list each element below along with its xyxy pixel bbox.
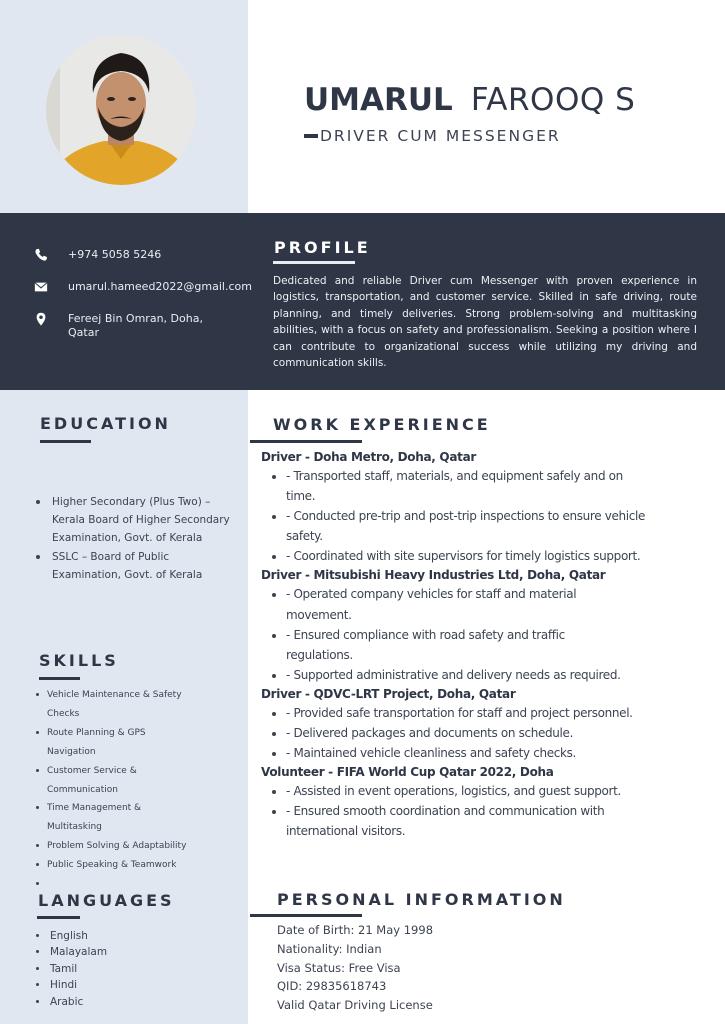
- avatar: [46, 35, 196, 185]
- education-list: [36, 493, 231, 584]
- job-duty: - Transported staff, materials, and equipment safely and on time.: [286, 466, 651, 506]
- languages-list: [36, 928, 226, 1010]
- contact-email: [34, 280, 252, 294]
- job-duties: [261, 703, 711, 763]
- email-address[interactable]: umarul.hameed2022@gmail.com: [68, 280, 252, 293]
- languages-underline: [37, 916, 80, 919]
- education-item: Higher Secondary (Plus Two) – Kerala Board of Higher Secondary Examination, Govt. of Kerala: [36, 493, 231, 548]
- candidate-name: [304, 80, 635, 118]
- skills-heading: SKILLS: [39, 651, 119, 670]
- visa-status: Visa Status: Free Visa: [277, 960, 401, 975]
- profile-heading: PROFILE: [274, 238, 371, 257]
- job-duties: [261, 584, 631, 684]
- phone-number[interactable]: +974 5058 5246: [68, 248, 162, 261]
- address: Fereej Bin Omran, Doha, Qatar: [68, 312, 203, 339]
- job-title: DRIVER CUM MESSENGER: [320, 127, 561, 145]
- language-item: Malayalam: [36, 944, 226, 960]
- languages-heading: LANGUAGES: [38, 891, 175, 910]
- job-duties: [261, 466, 651, 566]
- job-title: Driver - Doha Metro, Doha, Qatar: [261, 450, 476, 464]
- contact-info: [34, 248, 252, 358]
- last-name: FAROOQ S: [470, 82, 636, 118]
- work-experience-heading: WORK EXPERIENCE: [273, 415, 491, 434]
- contact-address: [34, 312, 249, 340]
- job-title: Volunteer - FIFA World Cup Qatar 2022, Doha: [261, 765, 554, 780]
- work-experience: [261, 448, 711, 842]
- job-title: Driver - Mitsubishi Heavy Industries Ltd, Doha, Qatar: [261, 568, 606, 583]
- job-duty: - Maintained vehicle cleanliness and safety checks.: [286, 743, 711, 763]
- job-duty: - Assisted in event operations, logistics, and guest support.: [286, 781, 661, 801]
- education-heading: EDUCATION: [40, 414, 171, 433]
- job-title: Driver - QDVC-LRT Project, Doha, Qatar: [261, 686, 516, 701]
- nationality: Nationality: Indian: [277, 941, 382, 956]
- job-duty: - Operated company vehicles for staff and material movement.: [286, 584, 631, 624]
- profile-underline: [273, 261, 355, 264]
- personal-info-underline: [250, 914, 362, 917]
- job-duty: - Ensured compliance with road safety and traffic regulations.: [286, 625, 631, 665]
- date-of-birth: Date of Birth: 21 May 1998: [277, 923, 434, 937]
- map-pin-icon: [34, 312, 48, 326]
- qid: QID: 29835618743: [277, 979, 387, 994]
- education-underline: [40, 440, 91, 443]
- phone-icon: [34, 248, 48, 262]
- education-item: SSLC – Board of Public Examination, Govt. of Kerala: [36, 548, 231, 584]
- language-item: Hindi: [36, 977, 226, 993]
- language-item: Tamil: [36, 961, 226, 977]
- job-duty: - Supported administrative and delivery needs as required.: [286, 665, 631, 685]
- first-name: UMARUL: [304, 82, 453, 118]
- personal-info: [277, 921, 433, 1015]
- skill-item: Public Speaking & Teamwork: [36, 856, 236, 875]
- skill-item: Route Planning & GPS Navigation: [36, 724, 156, 762]
- job-duty: - Delivered packages and documents on schedule.: [286, 723, 711, 743]
- title-dash: [304, 134, 318, 138]
- skills-underline: [39, 677, 80, 680]
- skill-item: Customer Service & Communication: [36, 762, 156, 800]
- envelope-icon: [34, 280, 48, 294]
- profile-photo: [46, 35, 196, 185]
- skill-item: Vehicle Maintenance & Safety Checks: [36, 686, 186, 724]
- job-duty: - Coordinated with site supervisors for timely logistics support.: [286, 546, 651, 566]
- contact-phone: [34, 248, 249, 262]
- job-duties: [261, 781, 661, 841]
- skill-item: Time Management & Multitasking: [36, 799, 156, 837]
- job-duty: - Conducted pre-trip and post-trip inspections to ensure vehicle safety.: [286, 506, 651, 546]
- work-experience-underline: [250, 440, 362, 443]
- skills-list: [36, 686, 236, 894]
- job-duty: - Provided safe transportation for staff and project personnel.: [286, 703, 711, 723]
- job-duty: - Ensured smooth coordination and communication with international visitors.: [286, 801, 661, 841]
- skill-item: Problem Solving & Adaptability: [36, 837, 236, 856]
- personal-info-heading: PERSONAL INFORMATION: [277, 890, 566, 909]
- language-item: English: [36, 928, 226, 944]
- language-item: Arabic: [36, 994, 226, 1010]
- profile-summary: Dedicated and reliable Driver cum Messenger with proven experience in logistics, transportation, and customer service. Skilled in safe driving, route planning, and timely deliveries. Strong problem-solving and multitasking abilities, with a focus on safety and professionalism. Seeking a position where I can contribute to organizational success while utilizing my driving and communication skills.: [273, 275, 697, 370]
- job-title-row: [304, 127, 561, 145]
- driving-license: Valid Qatar Driving License: [277, 998, 433, 1013]
